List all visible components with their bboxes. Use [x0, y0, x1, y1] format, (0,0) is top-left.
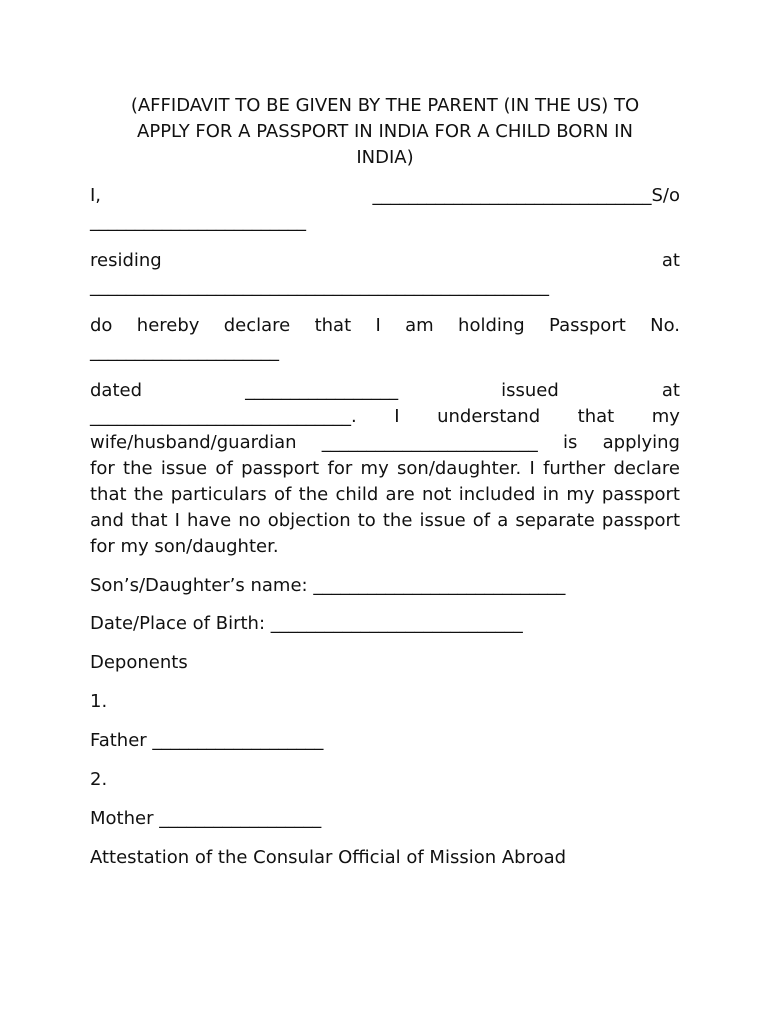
- declare-word: declare: [223, 315, 291, 336]
- name-blank[interactable]: _______________________________S/o: [372, 185, 680, 206]
- applying-word: applying: [602, 432, 680, 453]
- address-blank-line: [90, 274, 680, 300]
- mother-signature-field[interactable]: Mother __________________: [90, 808, 322, 829]
- father-signature-field[interactable]: Father ___________________: [90, 730, 324, 751]
- title-line-1: (AFFIDAVIT TO BE GIVEN BY THE PARENT (IN THE US) TO: [130, 95, 640, 116]
- father-name-blank[interactable]: ________________________: [90, 211, 306, 232]
- understand-word: I: [394, 406, 400, 427]
- passport-number-blank[interactable]: _____________________: [90, 341, 279, 362]
- dated-line: [90, 378, 680, 404]
- issued-label: issued: [501, 380, 559, 401]
- declare-line: [90, 313, 680, 339]
- declare-word: holding: [458, 315, 525, 336]
- title-line-3: INDIA): [356, 147, 414, 168]
- document-title: [90, 93, 680, 171]
- issue-place-blank[interactable]: _____________________________.: [90, 406, 357, 427]
- i-label: I,: [90, 185, 102, 206]
- guardian-line: [90, 430, 680, 456]
- deponents-heading: Deponents: [90, 652, 188, 673]
- intro-line: [90, 183, 680, 209]
- declare-word: Passport: [549, 315, 626, 336]
- declaration-paragraph: for the issue of passport for my son/daughter. I further declare that the particulars of the child are not included in my passport and that I have no objection to the issue of a separate passport for my son/daughter.: [90, 458, 680, 557]
- declare-word: I: [375, 315, 381, 336]
- dated-label: dated: [90, 380, 143, 401]
- at-label: at: [661, 380, 680, 401]
- issued-place-line: [90, 404, 680, 430]
- declare-word: hereby: [136, 315, 200, 336]
- applying-word: is: [563, 432, 578, 453]
- understand-word: that: [577, 406, 615, 427]
- understand-word: my: [651, 406, 680, 427]
- passport-blank-line: [90, 339, 680, 365]
- deponent-number-2: 2.: [90, 769, 108, 790]
- residing-label: residing: [90, 250, 162, 271]
- address-blank[interactable]: ___________________________________________________: [90, 276, 549, 297]
- title-line-2: APPLY FOR A PASSPORT IN INDIA FOR A CHILD BORN IN: [137, 121, 633, 142]
- birth-field[interactable]: Date/Place of Birth: ____________________________: [90, 613, 523, 634]
- child-name-field[interactable]: Son’s/Daughter’s name: ____________________________: [90, 575, 566, 596]
- declare-word: do: [90, 315, 113, 336]
- declare-word: am: [405, 315, 434, 336]
- attestation-label: Attestation of the Consular Official of Mission Abroad: [90, 847, 567, 868]
- residing-line: [90, 248, 680, 274]
- declare-word: No.: [650, 315, 680, 336]
- guardian-label: wife/husband/guardian: [90, 432, 297, 453]
- father-blank-line: [90, 209, 680, 235]
- declare-word: that: [314, 315, 352, 336]
- at-label: at: [661, 250, 680, 271]
- date-blank[interactable]: _________________: [245, 380, 399, 401]
- deponent-number-1: 1.: [90, 691, 108, 712]
- guardian-name-blank[interactable]: ________________________: [321, 432, 538, 453]
- understand-word: understand: [437, 406, 541, 427]
